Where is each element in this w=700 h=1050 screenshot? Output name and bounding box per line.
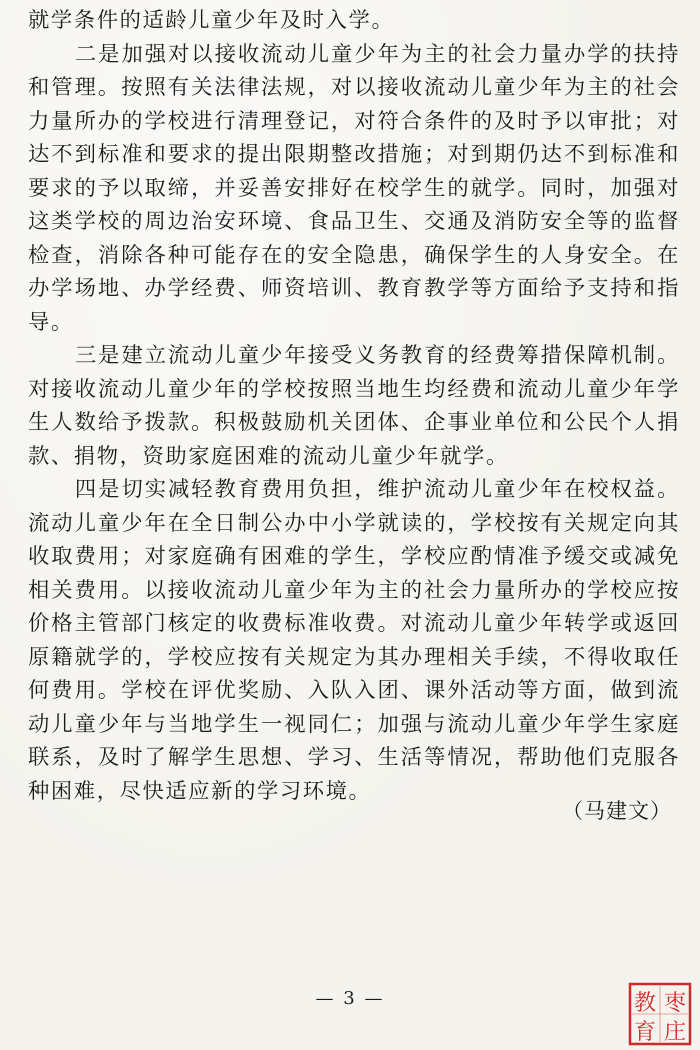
seal-char: 育: [633, 1020, 657, 1045]
page-number: — 3 —: [315, 988, 385, 1009]
seal-char: 教: [633, 991, 657, 1016]
body-text: [28, 4, 680, 808]
paragraph-continuation: 就学条件的适龄儿童少年及时入学。: [28, 8, 395, 33]
paragraph-four: 四是切实减轻教育费用负担，维护流动儿童少年在校权益。流动儿童少年在全日制公办中小学就读的，学校按有关规定向其收取费用；对家庭确有困难的学生，学校应酌情准予缓交或减免相关费用。以接收流动儿童少年为主的社会力量所办的学校应按价格主管部门核定的收费标准收费。对流动儿童少年转学或返回原籍就学的，学校应按有关规定为其办理相关手续，不得收取任何费用。学校在评优奖励、入队入团、课外活动等方面，做到流动儿童少年与当地学生一视同仁；加强与流动儿童少年学生家庭联系，及时了解学生思想、学习、生活等情况，帮助他们克服各种困难，尽快适应新的学习环境。: [28, 477, 680, 804]
paragraph-two: 二是加强对以接收流动儿童少年为主的社会力量办学的扶持和管理。按照有关法律法规，对以接收流动儿童少年为主的社会力量所办的学校进行清理登记，对符合条件的及时予以审批；对达不到标准和要求的提出限期整改措施；对到期仍达不到标准和要求的予以取缔，并妥善安排好在校学生的就学。同时，加强对这类学校的周边治安环境、食品卫生、交通及消防安全等的监督检查，消除各种可能存在的安全隐患，确保学生的人身安全。在办学场地、办学经费、师资培训、教育教学等方面给予支持和指导。: [28, 41, 680, 335]
paragraph-three: 三是建立流动儿童少年接受义务教育的经费筹措保障机制。对接收流动儿童少年的学校按照当地生均经费和流动儿童少年学生人数给予拨款。积极鼓励机关团体、企事业单位和公民个人捐款、捐物，资助家庭困难的流动儿童少年就学。: [28, 343, 680, 469]
seal-stamp-icon: [628, 982, 692, 1046]
author-signature: （马建文）: [562, 799, 672, 823]
seal-char: 枣: [663, 991, 687, 1016]
seal-char: 庄: [663, 1020, 687, 1045]
